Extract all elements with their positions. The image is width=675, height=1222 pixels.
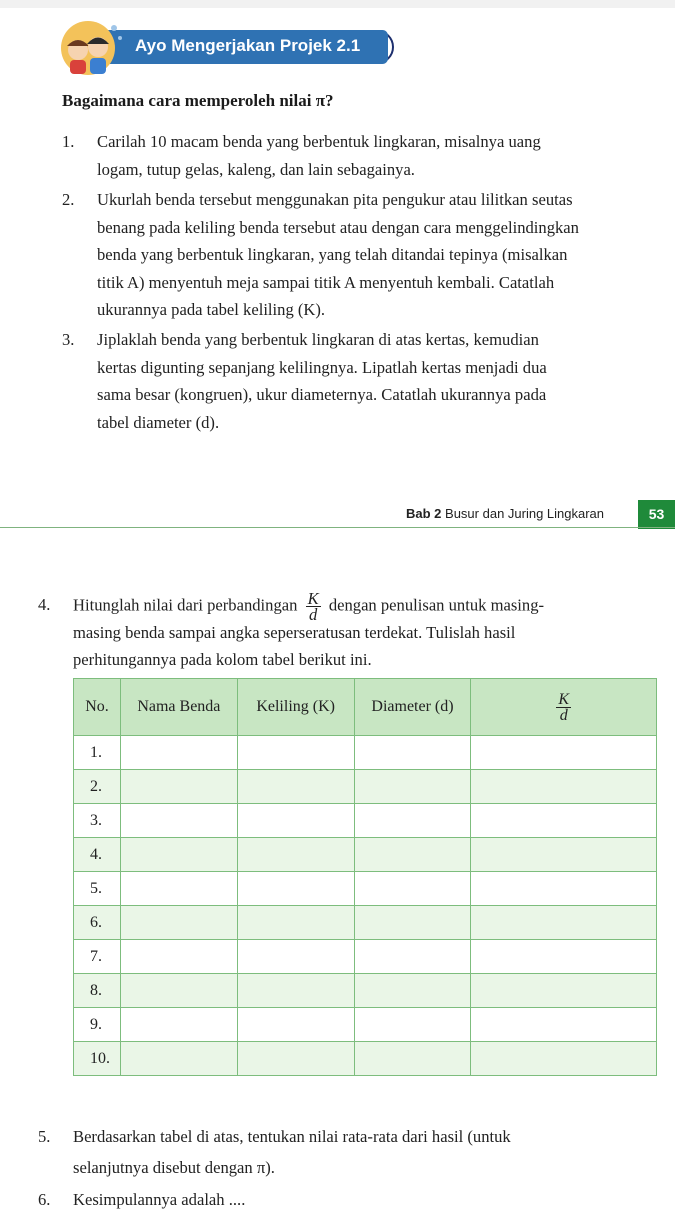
cell-nama-benda[interactable] xyxy=(120,906,237,940)
cell-diameter[interactable] xyxy=(354,838,471,872)
table-header-row xyxy=(74,679,657,736)
table-row xyxy=(74,872,657,906)
measurement-table xyxy=(73,678,657,1076)
row-number: 8. xyxy=(74,974,121,1008)
step-line: perhitungannya pada kolom tabel berikut ini. xyxy=(73,650,372,669)
cell-keliling[interactable] xyxy=(237,804,354,838)
row-number: 7. xyxy=(74,940,121,974)
step-text: Hitunglah nilai dari perbandingan xyxy=(73,595,298,615)
cell-nama-benda[interactable] xyxy=(120,736,237,770)
cell-ratio[interactable] xyxy=(471,1008,657,1042)
table-row xyxy=(74,838,657,872)
cell-diameter[interactable] xyxy=(354,770,471,804)
step-line: tabel diameter (d). xyxy=(97,412,220,432)
row-number: 1. xyxy=(74,736,121,770)
fraction-numerator: K xyxy=(558,690,570,708)
footer-chapter-title: Busur dan Juring Lingkaran xyxy=(445,506,605,521)
row-number: 2. xyxy=(74,770,121,804)
cell-keliling[interactable] xyxy=(237,838,354,872)
cell-diameter[interactable] xyxy=(354,906,471,940)
header-keliling: Keliling (K) xyxy=(237,679,354,736)
step-line: benda yang berbentuk lingkaran, yang telah ditandai tepinya (misalkan xyxy=(97,245,568,264)
header-nama-benda: Nama Benda xyxy=(120,679,237,736)
fraction-denominator: d xyxy=(308,605,318,624)
cell-ratio[interactable] xyxy=(471,1042,657,1076)
cell-diameter[interactable] xyxy=(354,736,471,770)
header-diameter: Diameter (d) xyxy=(354,679,471,736)
step-line: sama besar (kongruen), ukur diameternya. Catatlah ukurannya pada xyxy=(97,385,547,404)
step-line: kertas digunting sepanjang kelilingnya. Lipatlah kertas menjadi dua xyxy=(97,357,547,377)
cell-keliling[interactable] xyxy=(237,872,354,906)
row-number: 3. xyxy=(74,804,121,838)
cell-nama-benda[interactable] xyxy=(120,770,237,804)
step-number: 1. xyxy=(62,132,75,151)
cell-keliling[interactable] xyxy=(237,906,354,940)
table-row xyxy=(74,1008,657,1042)
step-line: selanjutnya disebut dengan π). xyxy=(73,1158,275,1177)
cell-nama-benda[interactable] xyxy=(120,974,237,1008)
step-number: 5. xyxy=(38,1127,51,1146)
step-line: Carilah 10 macam benda yang berbentuk lingkaran, misalnya uang xyxy=(97,132,541,151)
cell-ratio[interactable] xyxy=(471,872,657,906)
cell-nama-benda[interactable] xyxy=(120,1008,237,1042)
footer-divider xyxy=(0,527,675,528)
table-row xyxy=(74,1042,657,1076)
cell-diameter[interactable] xyxy=(354,974,471,1008)
fraction-denominator: d xyxy=(559,706,568,724)
cell-ratio[interactable] xyxy=(471,940,657,974)
cell-keliling[interactable] xyxy=(237,974,354,1008)
cell-diameter[interactable] xyxy=(354,804,471,838)
row-number: 5. xyxy=(74,872,121,906)
footer-chapter-number: Bab 2 xyxy=(406,506,442,521)
top-shade xyxy=(0,0,675,8)
cell-ratio[interactable] xyxy=(471,736,657,770)
fraction-numerator: K xyxy=(307,589,319,608)
table-row xyxy=(74,804,657,838)
step-number: 2. xyxy=(62,190,75,209)
cell-keliling[interactable] xyxy=(237,940,354,974)
step-line: benang pada keliling benda tersebut atau dengan cara menggelindingkan xyxy=(97,217,579,237)
cell-nama-benda[interactable] xyxy=(120,804,237,838)
section-question: Bagaimana cara memperoleh nilai π? xyxy=(62,91,334,110)
step-line: Jiplaklah benda yang berbentuk lingkaran di atas kertas, kemudian xyxy=(97,330,539,349)
step-number: 4. xyxy=(38,595,51,614)
step-line xyxy=(73,591,544,622)
page-footer xyxy=(406,506,604,521)
table-row xyxy=(74,770,657,804)
cell-nama-benda[interactable] xyxy=(120,1042,237,1076)
cell-keliling[interactable] xyxy=(237,1042,354,1076)
header-ratio-fraction xyxy=(556,692,571,723)
table-row xyxy=(74,974,657,1008)
table-row xyxy=(74,906,657,940)
cell-nama-benda[interactable] xyxy=(120,838,237,872)
cell-diameter[interactable] xyxy=(354,1008,471,1042)
row-number: 4. xyxy=(74,838,121,872)
cell-diameter[interactable] xyxy=(354,940,471,974)
cell-diameter[interactable] xyxy=(354,872,471,906)
cell-diameter[interactable] xyxy=(354,1042,471,1076)
row-number: 6. xyxy=(74,906,121,940)
step-line: masing benda sampai angka seperseratusan terdekat. Tulislah hasil xyxy=(73,622,516,642)
children-illustration-icon xyxy=(58,14,128,78)
fraction-k-over-d xyxy=(306,591,321,622)
cell-nama-benda[interactable] xyxy=(120,940,237,974)
cell-ratio[interactable] xyxy=(471,838,657,872)
table-row xyxy=(74,940,657,974)
cell-nama-benda[interactable] xyxy=(120,872,237,906)
header-no: No. xyxy=(74,679,121,736)
step-text: dengan penulisan untuk masing- xyxy=(328,595,545,615)
step-line: Berdasarkan tabel di atas, tentukan nilai rata-rata dari hasil (untuk xyxy=(73,1127,511,1146)
page-number: 53 xyxy=(638,500,675,529)
step-line: logam, tutup gelas, kaleng, dan lain sebagainya. xyxy=(97,159,415,179)
cell-ratio[interactable] xyxy=(471,804,657,838)
header-ratio xyxy=(471,679,657,736)
row-number: 10. xyxy=(74,1042,121,1076)
step-line: titik A) menyentuh meja sampai titik A menyentuh kembali. Catatlah xyxy=(97,272,555,292)
step-line: ukurannya pada tabel keliling (K). xyxy=(97,300,326,319)
step-line: Ukurlah benda tersebut menggunakan pita pengukur atau lilitkan seutas xyxy=(97,190,573,209)
table-row xyxy=(74,736,657,770)
step-number: 6. xyxy=(38,1190,51,1209)
step-number: 3. xyxy=(62,330,75,349)
cell-ratio[interactable] xyxy=(471,770,657,804)
cell-keliling[interactable] xyxy=(237,1008,354,1042)
step-line: Kesimpulannya adalah .... xyxy=(73,1190,246,1209)
cell-keliling[interactable] xyxy=(237,736,354,770)
row-number: 9. xyxy=(74,1008,121,1042)
cell-ratio[interactable] xyxy=(471,906,657,940)
banner-title: Ayo Mengerjakan Projek 2.1 xyxy=(135,36,361,55)
cell-ratio[interactable] xyxy=(471,974,657,1008)
cell-keliling[interactable] xyxy=(237,770,354,804)
